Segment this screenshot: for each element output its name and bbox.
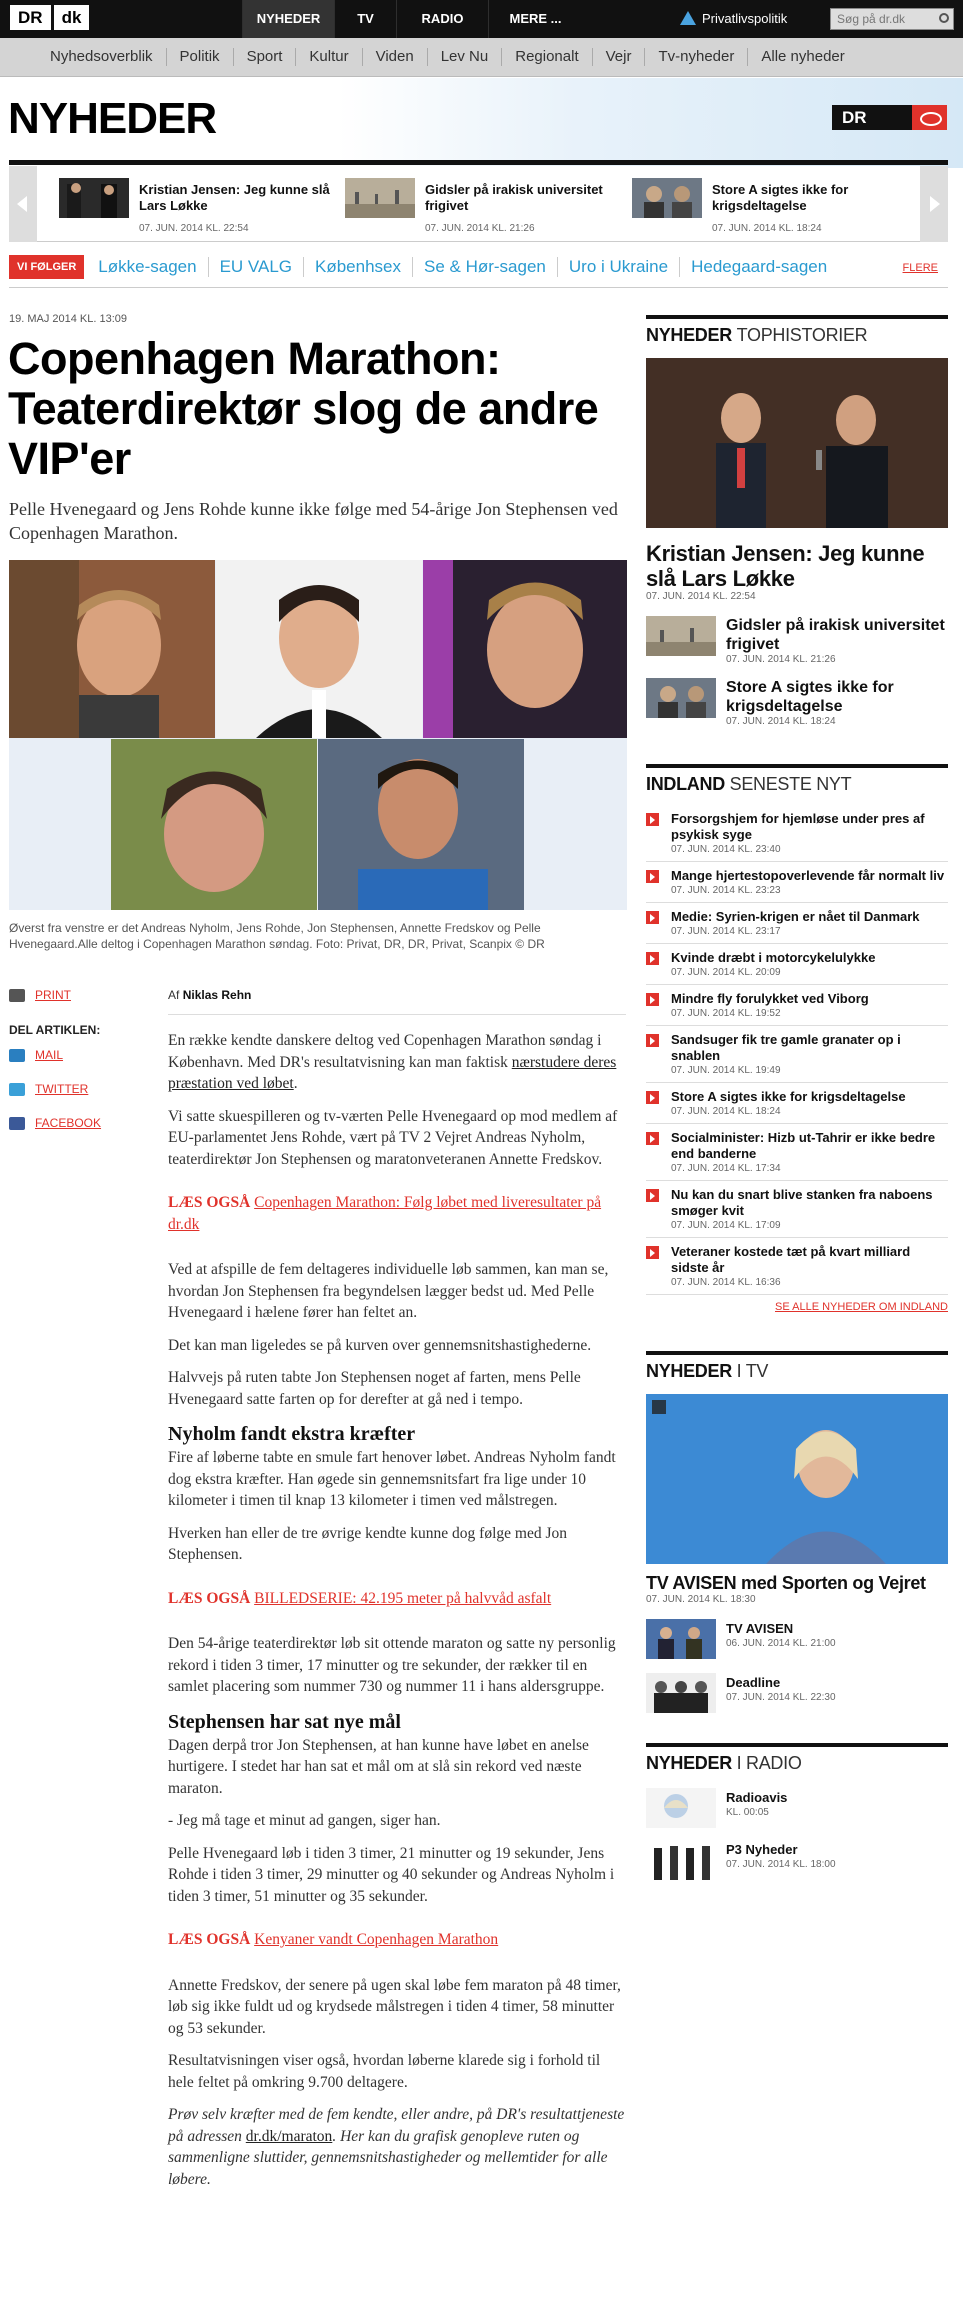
paragraph: Resultatvisningen viser også, hvordan løberne klarede sig i forhold til hele feltet på omkring 9.700 deltagere. [168, 2052, 601, 2091]
dr-eye-icon [912, 105, 947, 130]
share-facebook-link[interactable] [9, 1113, 149, 1133]
arrow-icon [646, 813, 659, 826]
read-also-label: LÆS OGSÅ [168, 1194, 251, 1211]
article-lead: Pelle Hvenegaard og Jens Rohde kunne ikke følge med 54-årige Jon Stephensen ved Copenhagen Marathon. [9, 499, 618, 543]
mail-icon [9, 1049, 25, 1062]
read-also-label: LÆS OGSÅ [168, 1931, 251, 1948]
list-item-title: Sandsuger fik tre gamle granater op i snablen [671, 1032, 901, 1063]
radio-item-date: KL. 00:05 [726, 1807, 769, 1818]
read-also [168, 1929, 628, 1951]
read-also-link[interactable]: Copenhagen Marathon: Følg løbet med liveresultater på dr.dk [168, 1194, 602, 1233]
privacy-link[interactable] [680, 0, 787, 38]
dr-logo[interactable] [832, 105, 947, 130]
tv-item-date: 07. JUN. 2014 KL. 22:30 [726, 1692, 836, 1703]
top-nav [242, 0, 582, 38]
news-carousel [9, 166, 948, 242]
story-date: 07. JUN. 2014 KL. 18:24 [726, 716, 836, 727]
results-link[interactable]: nærstudere deres præstation ved løbet [168, 1053, 617, 1092]
follow-topic[interactable]: Løkke-sagen [98, 256, 197, 276]
paragraph: Hverken han eller de tre øvrige kendte kunne dog følge med Jon Stephensen. [168, 1524, 567, 1563]
paragraph: Dagen derpå tror Jon Stephensen, at han kunne have løbet en anelse hurtigere. I stedet har han sat et mål om at slå sin rekord ved næste maraton. [168, 1736, 589, 1797]
byline [168, 988, 626, 1015]
topnav-mere[interactable]: MERE ... [488, 0, 582, 38]
tv-thumb [646, 1673, 716, 1713]
tv-thumb [646, 1619, 716, 1659]
radio-thumb [646, 1840, 716, 1880]
subnav-alle-nyheder[interactable]: Alle nyheder [747, 48, 857, 66]
tv-main-date: 07. JUN. 2014 KL. 18:30 [646, 1594, 756, 1605]
story-title: Store A sigtes ikke for krigsdeltagelse [726, 679, 894, 715]
search-input[interactable] [830, 8, 954, 30]
list-item[interactable] [646, 985, 948, 1026]
article-title: Copenhagen Marathon: Teaterdirektør slog de andre VIP'er [8, 333, 599, 484]
carousel-prev-icon[interactable] [9, 166, 37, 242]
tv-video[interactable] [646, 1394, 948, 1564]
list-item-date: 07. JUN. 2014 KL. 19:52 [671, 1008, 781, 1019]
top-story-date: 07. JUN. 2014 KL. 22:54 [646, 591, 756, 602]
paragraph: Pelle Hvenegaard løb i tiden 3 timer, 21 minutter og 19 sekunder, Jens Rohde i tiden 3 timer, 29 minutter og 40 sekunder og Andreas Nyholm i tiden 3 timer, 51 minutter og 35 sekunder. [168, 1844, 615, 1905]
list-item-date: 07. JUN. 2014 KL. 23:40 [671, 844, 781, 855]
radio-item-title: Radioavis [726, 1790, 788, 1805]
section-title-bold: NYHEDER [646, 1361, 732, 1381]
paragraph: Det kan man ligeledes se på kurven over gennemsnitshastighederne. [168, 1336, 592, 1354]
carousel-thumb [345, 178, 415, 218]
carousel-title: Kristian Jensen: Jeg kunne slå Lars Løkke [139, 182, 330, 213]
list-item[interactable] [646, 1238, 948, 1295]
list-item-title: Kvinde dræbt i motorcykelulykke [671, 950, 876, 965]
carousel-title: Gidsler på irakisk universitet frigivet [425, 182, 603, 213]
carousel-next-icon[interactable] [920, 166, 948, 242]
list-item[interactable] [646, 862, 948, 903]
paragraph: - Jeg må tage et minut ad gangen, siger han. [168, 1812, 441, 1829]
list-item[interactable] [646, 1026, 948, 1083]
paragraph-text: . Her kan du grafisk genopleve ruten og sammenligne sluttider, gennemsnitshastigheder og mellemtider for alle løbere. [168, 2127, 608, 2188]
section-title-rest: I RADIO [736, 1753, 802, 1773]
subnav-sport[interactable]: Sport [233, 48, 296, 66]
top-story-item[interactable] [646, 678, 948, 726]
subheading: Nyholm fandt ekstra kræfter [168, 1423, 416, 1445]
top-story-item[interactable] [646, 616, 948, 664]
list-item[interactable] [646, 1083, 948, 1124]
story-title: Gidsler på irakisk universitet frigivet [726, 617, 945, 653]
tv-video-image [646, 1394, 948, 1564]
article-date: 19. MAJ 2014 KL. 13:09 [9, 313, 128, 325]
subnav-tv-nyheder[interactable]: Tv-nyheder [644, 48, 747, 66]
carousel-date: 07. JUN. 2014 KL. 22:54 [139, 223, 249, 234]
radio-item[interactable] [646, 1788, 948, 1836]
list-item-date: 07. JUN. 2014 KL. 23:23 [671, 885, 781, 896]
twitter-label: TWITTER [35, 1082, 89, 1096]
follow-topic[interactable]: EU VALG [208, 257, 303, 277]
section-title-rest: TOPHISTORIER [736, 325, 868, 345]
tv-main-title[interactable]: TV AVISEN med Sporten og Vejret [646, 1573, 926, 1593]
paragraph [168, 2104, 628, 2190]
list-item-title: Forsorgshjem for hjemløse under pres af psykisk syge [671, 811, 925, 842]
carousel-thumb [59, 178, 129, 218]
arrow-icon [646, 1132, 659, 1145]
follow-topic[interactable]: Hedegaard-sagen [679, 257, 838, 277]
list-item-date: 07. JUN. 2014 KL. 17:09 [671, 1220, 781, 1231]
section-title-rest: I TV [736, 1361, 769, 1381]
paragraph: Halvvejs på ruten tabte Jon Stephensen noget af farten, mens Pelle Hvenegaard satte farten op for derefter at gå ned i tempo. [168, 1369, 581, 1408]
list-item-title: Mange hjertestopoverlevende får normalt liv [671, 868, 945, 883]
photo-jens-rohde [216, 560, 422, 738]
list-item-title: Store A sigtes ikke for krigsdeltagelse [671, 1089, 906, 1104]
carousel-date: 07. JUN. 2014 KL. 18:24 [712, 223, 822, 234]
arrow-icon [646, 911, 659, 924]
subnav-viden[interactable]: Viden [362, 48, 427, 66]
carousel-thumb [632, 178, 702, 218]
list-item-title: Socialminister: Hizb ut-Tahrir er ikke bedre end banderne [671, 1130, 936, 1161]
tv-item[interactable] [646, 1673, 948, 1721]
list-item-title: Nu kan du snart blive stanken fra naboens smøger kvit [671, 1187, 933, 1218]
paragraph-text: . [293, 1075, 298, 1092]
list-item[interactable] [646, 944, 948, 985]
paragraph-text: Prøv selv kræfter med de fem kendte, eller andre, på DR's resultattjeneste på adressen [168, 2106, 625, 2145]
share-mail-link[interactable] [9, 1045, 149, 1065]
section-brand[interactable]: NYHEDER [8, 94, 217, 143]
paragraph: Ved at afspille de fem deltageres individuelle løb sammen, kan man se, hvordan Jon Stephensen fra begyndelsen lægger bedst ud. Med Pelle Hvenegaard i hælene fører han feltet an. [168, 1261, 609, 1321]
follow-topic[interactable]: Se & Hør-sagen [412, 257, 557, 277]
photo-pelle-hvenegaard [318, 739, 524, 910]
dr-logo-text: DR [832, 105, 912, 130]
list-item-date: 07. JUN. 2014 KL. 17:34 [671, 1163, 781, 1174]
top-stories-title [646, 315, 948, 346]
list-item-date: 07. JUN. 2014 KL. 20:09 [671, 967, 781, 978]
subnav-kultur[interactable]: Kultur [295, 48, 361, 66]
radio-item-title: P3 Nyheder [726, 1842, 798, 1857]
top-story-title[interactable]: Kristian Jensen: Jeg kunne slå Lars Løkke [646, 541, 925, 591]
search-icon[interactable] [939, 13, 949, 23]
follow-more-link[interactable]: FLERE [902, 262, 938, 274]
read-also [168, 1192, 628, 1235]
byline-prefix: Af [168, 988, 180, 1002]
search-placeholder: Søg på dr.dk [837, 12, 906, 26]
maraton-link[interactable]: dr.dk/maraton [245, 2127, 333, 2145]
radio-title [646, 1743, 948, 1774]
author-name[interactable]: Niklas Rehn [182, 988, 252, 1002]
sub-nav [0, 38, 963, 77]
follow-topic[interactable]: Uro i Ukraine [557, 257, 679, 277]
list-item[interactable] [646, 805, 948, 862]
subnav-lev-nu[interactable]: Lev Nu [427, 48, 502, 66]
subnav-vejr[interactable]: Vejr [592, 48, 645, 66]
follow-tag: VI FØLGER [9, 255, 84, 279]
paragraph: Vi satte skuespilleren og tv-værten Pelle Hvenegaard op mod medlem af EU-parlamentet Jens Rohde, vært på TV 2 Vejret Andreas Nyholm, teaterdirektør Jon Stephensen og maratonveteranen Annette Fredskov. [168, 1107, 618, 1168]
paragraph-text: En række kendte danskere deltog ved Copenhagen Marathon søndag i København. Med DR's resultatvisning kan man faktisk [168, 1032, 602, 1071]
play-icon[interactable] [652, 1400, 666, 1414]
arrow-icon [646, 870, 659, 883]
topnav-nyheder[interactable]: NYHEDER [242, 0, 334, 38]
radio-item-date: 07. JUN. 2014 KL. 18:00 [726, 1859, 836, 1870]
logo-dr: DR [10, 5, 51, 30]
topnav-tv[interactable]: TV [334, 0, 396, 38]
share-label: DEL ARTIKLEN: [9, 1023, 101, 1037]
logo-dk: dk [54, 5, 90, 30]
share-twitter-link[interactable] [9, 1079, 149, 1099]
radio-thumb [646, 1788, 716, 1828]
paragraph [168, 1030, 628, 1095]
list-item[interactable] [646, 903, 948, 944]
print-link[interactable] [9, 985, 149, 1005]
read-also-label: LÆS OGSÅ [168, 1589, 251, 1607]
paragraph: Annette Fredskov, der senere på ugen skal løbe fem maraton på 48 timer, løb sig ikke fuldt ud og krydsede målstregen i tiden 4 timer, 58 minutter og 53 sekunder. [168, 1976, 621, 2037]
twitter-icon [9, 1083, 25, 1096]
indland-list [646, 805, 948, 1295]
list-item-date: 07. JUN. 2014 KL. 23:17 [671, 926, 781, 937]
paragraph: Fire af løberne tabte en smule fart henover løbet. Andreas Nyholm fandt dog ekstra kræfter. Han øgede sin gennemsnitsfart fra lige under 10 kilometer i timen til knap 13 kilometer i timen ved målstregen. [168, 1449, 616, 1509]
subnav-politik[interactable]: Politik [166, 48, 233, 66]
carousel-date: 07. JUN. 2014 KL. 21:26 [425, 223, 535, 234]
paragraph: Den 54-årige teaterdirektør løb sit ottende maraton og satte ny personlig rekord i tiden 3 timer, 17 minutter og tre sekunder, der rækker til en samlet placering som nummer 730 og nummer 11 i hans aldersgruppe. [168, 1635, 616, 1695]
arrow-icon [646, 1246, 659, 1259]
print-icon [9, 989, 25, 1002]
article-tools [9, 985, 149, 1133]
read-also-link[interactable]: BILLEDSERIE: 42.195 meter på halvvåd asfalt [254, 1589, 552, 1607]
list-item-title: Mindre fly forulykket ved Viborg [671, 991, 869, 1006]
list-item[interactable] [646, 1124, 948, 1181]
arrow-icon [646, 952, 659, 965]
story-thumb [646, 616, 716, 656]
radio-item[interactable] [646, 1840, 948, 1888]
section-title-bold: NYHEDER [646, 1753, 732, 1773]
follow-topic[interactable]: Københsex [303, 257, 412, 277]
list-item-title: Medie: Syrien-krigen er nået til Danmark [671, 909, 920, 924]
section-title-rest: SENESTE NYT [729, 774, 852, 794]
subnav-nyhedsoverblik[interactable]: Nyhedsoverblik [50, 48, 153, 65]
article-body [168, 1030, 628, 2201]
tv-title [646, 1351, 948, 1382]
see-all-indland-link[interactable]: SE ALLE NYHEDER OM INDLAND [775, 1301, 948, 1313]
top-bar [0, 0, 963, 38]
section-title-bold: NYHEDER [646, 325, 732, 345]
read-also [168, 1588, 628, 1610]
warning-icon [680, 11, 696, 25]
tv-item-date: 06. JUN. 2014 KL. 21:00 [726, 1638, 836, 1649]
tv-item-title: TV AVISEN [726, 1621, 794, 1636]
subheading: Stephensen har sat nye mål [168, 1710, 401, 1733]
story-date: 07. JUN. 2014 KL. 21:26 [726, 654, 836, 665]
tv-item[interactable] [646, 1619, 948, 1667]
privacy-label: Privatlivspolitik [702, 11, 788, 26]
list-item-date: 07. JUN. 2014 KL. 19:49 [671, 1065, 781, 1076]
tv-item-title: Deadline [726, 1675, 781, 1690]
list-item[interactable] [646, 1181, 948, 1238]
print-label: PRINT [35, 988, 71, 1002]
arrow-icon [646, 1034, 659, 1047]
article-photo[interactable] [9, 560, 627, 910]
arrow-icon [646, 1189, 659, 1202]
topnav-radio[interactable]: RADIO [396, 0, 488, 38]
sidebar [646, 315, 948, 1888]
read-also-link[interactable]: Kenyaner vandt Copenhagen Marathon [254, 1931, 499, 1948]
subnav-regionalt[interactable]: Regionalt [501, 48, 591, 66]
facebook-icon [9, 1117, 25, 1130]
arrow-icon [646, 1091, 659, 1104]
list-item-date: 07. JUN. 2014 KL. 18:24 [671, 1106, 781, 1117]
follow-bar [9, 246, 948, 288]
top-story-image[interactable] [646, 358, 948, 528]
carousel-title: Store A sigtes ikke for krigsdeltagelse [712, 182, 849, 213]
facebook-label: FACEBOOK [35, 1116, 102, 1130]
section-title-bold: INDLAND [646, 774, 725, 794]
story-thumb [646, 678, 716, 718]
photo-andreas-nyholm [9, 560, 215, 738]
photo-annette-fredskov [111, 739, 317, 910]
mail-label: MAIL [35, 1048, 64, 1062]
list-item-date: 07. JUN. 2014 KL. 16:36 [671, 1277, 781, 1288]
divider [9, 160, 948, 165]
indland-title [646, 764, 948, 795]
dr-dk-logo[interactable] [10, 5, 89, 30]
list-item-title: Veteraner kostede tæt på kvart milliard sidste år [671, 1244, 911, 1275]
photo-jon-stephensen [423, 560, 627, 738]
arrow-icon [646, 993, 659, 1006]
photo-caption: Øverst fra venstre er det Andreas Nyholm, Jens Rohde, Jon Stephensen, Annette Fredskov og Pelle Hvenegaard.Alle deltog i Copenhagen Marathon søndag. Foto: Privat, DR, DR, Privat, Scanpix © DR [9, 921, 545, 951]
